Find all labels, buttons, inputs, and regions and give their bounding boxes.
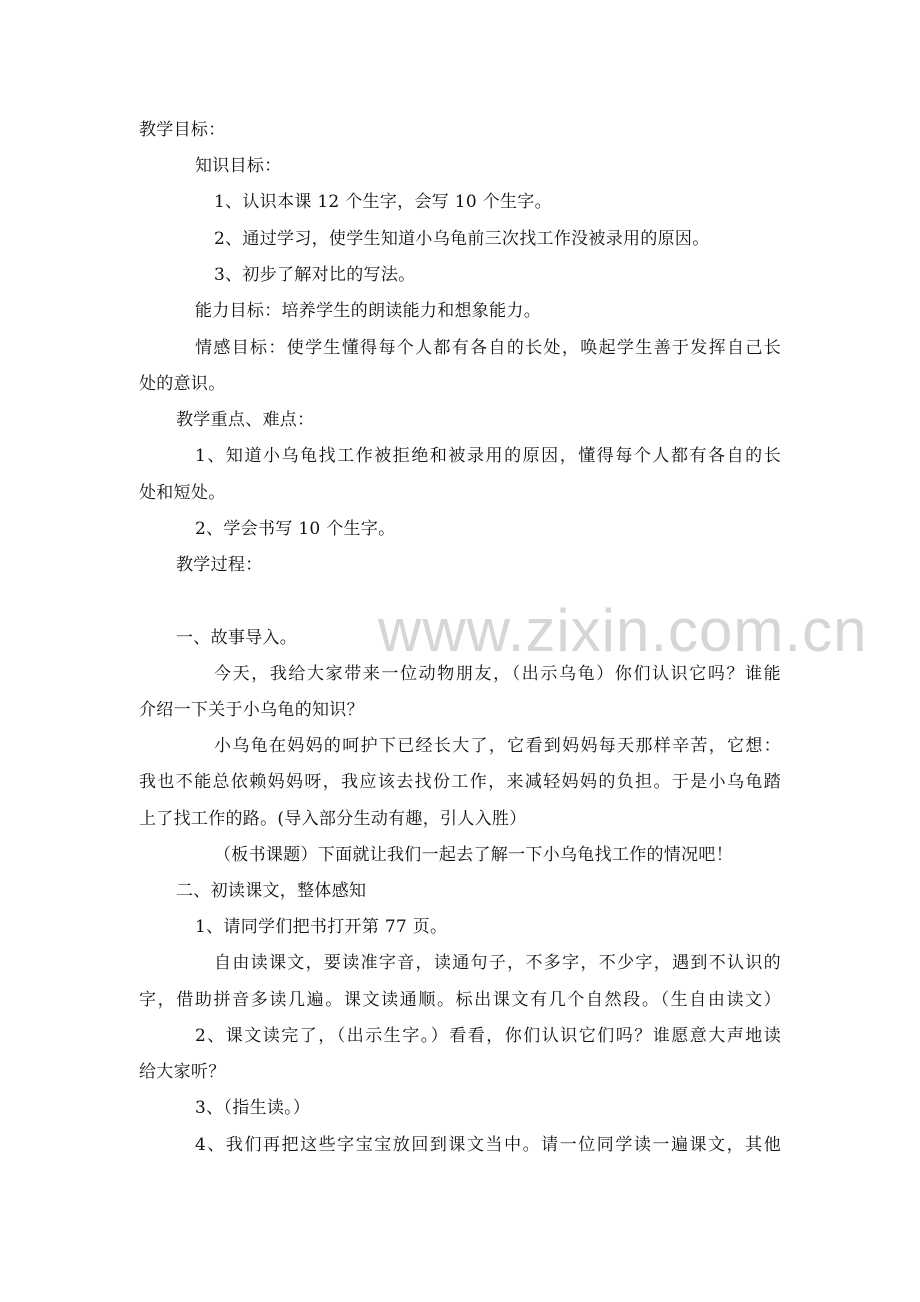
section-2-step-4-line-1: 4、我们再把这些字宝宝放回到课文当中。请一位同学读一遍课文，其他 [195, 1135, 781, 1155]
heading-key-points: 教学重点、难点： [176, 410, 315, 430]
section-1-para-2-line-3: 上了找工作的路。(导入部分生动有趣，引人入胜） [139, 809, 527, 829]
section-1-title: 一、故事导入。 [176, 628, 298, 648]
section-2-para-1-line-1: 自由读课文，要读准字音，读通句子，不多字，不少字，遇到不认识的 [214, 953, 781, 973]
section-2-title: 二、初读课文，整体感知 [176, 881, 367, 901]
key-point-1-line-2: 处和短处。 [139, 483, 226, 503]
watermark: www.zixin.com.cn [378, 597, 868, 664]
section-2-step-2-line-1: 2、课文读完了，（出示生字。）看看，你们认识它们吗？谁愿意大声地读 [195, 1026, 781, 1046]
emotion-goal-line-2: 处的意识。 [139, 374, 226, 394]
section-1-para-2-line-2: 我也不能总依赖妈妈呀，我应该去找份工作，来减轻妈妈的负担。于是小乌龟踏 [139, 772, 781, 792]
heading-teaching-process: 教学过程： [176, 555, 263, 575]
ability-goal: 能力目标：培养学生的朗读能力和想象能力。 [195, 301, 541, 321]
knowledge-goal-1: 1、认识本课 12 个生字，会写 10 个生字。 [214, 192, 552, 212]
section-2-step-3: 3、（指生读。） [195, 1098, 311, 1118]
subheading-knowledge-goals: 知识目标： [195, 156, 282, 176]
section-2-para-1-line-2: 字，借助拼音多读几遍。课文读通顺。标出课文有几个自然段。（生自由读文） [139, 990, 781, 1010]
key-point-1-line-1: 1、知道小乌龟找工作被拒绝和被录用的原因，懂得每个人都有各自的长 [195, 446, 781, 466]
emotion-goal-line-1: 情感目标：使学生懂得每个人都有各自的长处，唤起学生善于发挥自己长 [195, 338, 781, 358]
section-2-step-1: 1、请同学们把书打开第 77 页。 [195, 917, 448, 937]
section-1-para-3: （板书课题）下面就让我们一起去了解一下小乌龟找工作的情况吧！ [214, 845, 733, 865]
heading-teaching-goals: 教学目标： [139, 120, 226, 140]
knowledge-goal-2: 2、通过学习，使学生知道小乌龟前三次找工作没被录用的原因。 [214, 229, 710, 249]
section-2-step-2-line-2: 给大家听？ [139, 1062, 226, 1082]
section-1-para-2-line-1: 小乌龟在妈妈的呵护下已经长大了，它看到妈妈每天那样辛苦，它想： [214, 736, 781, 756]
key-point-2: 2、学会书写 10 个生字。 [195, 519, 396, 539]
section-1-para-1-line-1: 今天，我给大家带来一位动物朋友，（出示乌龟）你们认识它吗？谁能 [214, 664, 781, 684]
section-1-para-1-line-2: 介绍一下关于小乌龟的知识？ [139, 700, 364, 720]
knowledge-goal-3: 3、初步了解对比的写法。 [214, 265, 416, 285]
